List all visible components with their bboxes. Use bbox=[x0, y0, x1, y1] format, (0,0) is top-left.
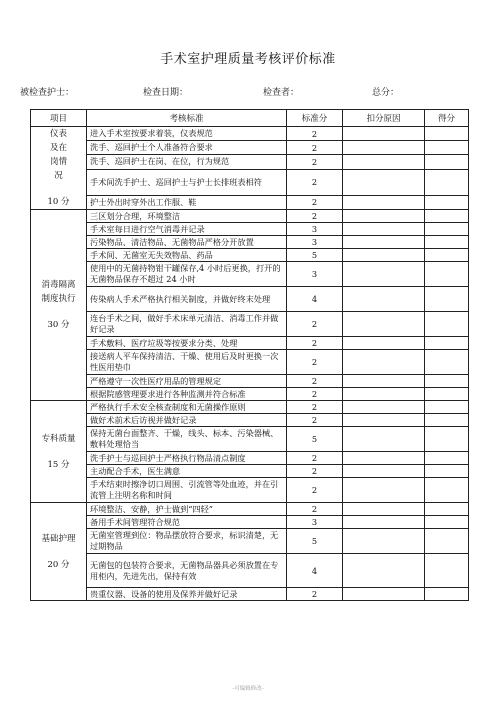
standard-score-cell: 5 bbox=[287, 529, 343, 554]
criterion-cell: 环境整洁、安静，护士做到“四轻” bbox=[87, 503, 287, 516]
document-title: 手术室护理质量考核评价标准 bbox=[160, 52, 336, 67]
standard-score-cell: 2 bbox=[287, 478, 343, 503]
inspector-label: 检查者： bbox=[263, 88, 300, 98]
standard-score-cell: 3 bbox=[287, 223, 343, 236]
table-row bbox=[31, 401, 469, 414]
standard-score-cell: 2 bbox=[287, 414, 343, 427]
section-name-cell bbox=[31, 210, 87, 401]
score-obtained-cell[interactable] bbox=[425, 452, 469, 465]
criterion-cell: 备用手术间管理符合规范 bbox=[87, 516, 287, 529]
criterion-cell: 三区划分合理，环境整洁 bbox=[87, 210, 287, 223]
deduction-reason-cell[interactable] bbox=[343, 195, 425, 209]
nurse-label: 被检查护士： bbox=[20, 88, 75, 98]
criterion-cell: 传染病人手术严格执行相关制度，并做好终末处理 bbox=[87, 287, 287, 312]
criterion-cell: 接送病人平车保持清洁、干燥、使用后及时更换一次性医用垫巾 bbox=[87, 350, 287, 375]
criterion-cell: 手术间洗手护士、巡回护士与护士长排班表相符 bbox=[87, 169, 287, 195]
score-obtained-cell[interactable] bbox=[425, 127, 469, 141]
standard-score-cell: 2 bbox=[287, 337, 343, 350]
section-name-cell bbox=[31, 503, 87, 601]
standard-score-cell: 5 bbox=[287, 427, 343, 452]
section-name-line: 专科质量 bbox=[41, 433, 76, 444]
header-cell: 考核标准 bbox=[87, 110, 287, 127]
deduction-reason-cell[interactable] bbox=[343, 287, 425, 312]
score-obtained-cell[interactable] bbox=[425, 236, 469, 249]
deduction-reason-cell[interactable] bbox=[343, 155, 425, 169]
deduction-reason-cell[interactable] bbox=[343, 337, 425, 350]
score-obtained-cell[interactable] bbox=[425, 503, 469, 516]
standard-score-cell: 5 bbox=[287, 249, 343, 262]
deduction-reason-cell[interactable] bbox=[343, 452, 425, 465]
score-obtained-cell[interactable] bbox=[425, 223, 469, 236]
criterion-cell: 无菌室管理到位：物品摆放符合要求，标识清楚，无过期物品 bbox=[87, 529, 287, 554]
table-header-row bbox=[31, 110, 469, 127]
section-name-line: 及在 bbox=[49, 143, 67, 153]
criterion-cell: 护士外出时穿外出工作服、鞋 bbox=[87, 195, 287, 209]
score-obtained-cell[interactable] bbox=[425, 478, 469, 503]
deduction-reason-cell[interactable] bbox=[343, 375, 425, 388]
table-row bbox=[31, 414, 469, 427]
score-obtained-cell[interactable] bbox=[425, 401, 469, 414]
score-obtained-cell[interactable] bbox=[425, 588, 469, 601]
deduction-reason-cell[interactable] bbox=[343, 223, 425, 236]
score-obtained-cell[interactable] bbox=[425, 287, 469, 312]
deduction-reason-cell[interactable] bbox=[343, 554, 425, 588]
deduction-reason-cell[interactable] bbox=[343, 312, 425, 337]
deduction-reason-cell[interactable] bbox=[343, 210, 425, 223]
score-obtained-cell[interactable] bbox=[425, 427, 469, 452]
standard-score-cell: 2 bbox=[287, 465, 343, 478]
table-row bbox=[31, 249, 469, 262]
section-name-line: 岗情 bbox=[49, 157, 67, 167]
score-obtained-cell[interactable] bbox=[425, 249, 469, 262]
standard-score-cell: 2 bbox=[287, 388, 343, 401]
score-obtained-cell[interactable] bbox=[425, 262, 469, 287]
deduction-reason-cell[interactable] bbox=[343, 503, 425, 516]
header-cell: 标准分 bbox=[287, 110, 343, 127]
table-row bbox=[31, 554, 469, 588]
section-points: 10 分 bbox=[47, 197, 70, 207]
criterion-cell: 连台手术之间，做好手术床单元清洁、消毒工作并做好记录 bbox=[87, 312, 287, 337]
score-obtained-cell[interactable] bbox=[425, 195, 469, 209]
standard-score-cell: 3 bbox=[287, 262, 343, 287]
criterion-cell: 手术室每日进行空气消毒并记录 bbox=[87, 223, 287, 236]
standard-score-cell: 2 bbox=[287, 375, 343, 388]
criterion-cell: 根据院感管理要求进行各种监测并符合标准 bbox=[87, 388, 287, 401]
criterion-cell: 贵重仪器、设备的使用及保养并做好记录 bbox=[87, 588, 287, 601]
table-row bbox=[31, 195, 469, 209]
table-body bbox=[31, 127, 469, 601]
table-row bbox=[31, 588, 469, 601]
table-row bbox=[31, 503, 469, 516]
table-row bbox=[31, 236, 469, 249]
deduction-reason-cell[interactable] bbox=[343, 588, 425, 601]
standard-score-cell: 2 bbox=[287, 155, 343, 169]
standard-score-cell: 2 bbox=[287, 169, 343, 195]
table-row bbox=[31, 141, 469, 155]
score-obtained-cell[interactable] bbox=[425, 414, 469, 427]
criterion-cell: 进入手术室按要求着装，仪表规范 bbox=[87, 127, 287, 141]
score-obtained-cell[interactable] bbox=[425, 554, 469, 588]
table-row bbox=[31, 350, 469, 375]
score-obtained-cell[interactable] bbox=[425, 337, 469, 350]
section-points: 30 分 bbox=[47, 320, 70, 330]
header-cell: 项目 bbox=[31, 110, 87, 127]
deduction-reason-cell[interactable] bbox=[343, 169, 425, 195]
standard-score-cell: 2 bbox=[287, 195, 343, 209]
score-obtained-cell[interactable] bbox=[425, 350, 469, 375]
section-name-cell bbox=[31, 401, 87, 503]
table-row bbox=[31, 427, 469, 452]
criterion-cell: 严格遵守一次性医疗用品的管理规定 bbox=[87, 375, 287, 388]
standard-score-cell: 2 bbox=[287, 141, 343, 155]
table-row bbox=[31, 312, 469, 337]
score-obtained-cell[interactable] bbox=[425, 529, 469, 554]
standard-score-cell: 2 bbox=[287, 588, 343, 601]
criterion-cell: 手术间、无菌室无失效物品、药品 bbox=[87, 249, 287, 262]
deduction-reason-cell[interactable] bbox=[343, 427, 425, 452]
table-row bbox=[31, 478, 469, 503]
deduction-reason-cell[interactable] bbox=[343, 249, 425, 262]
info-line bbox=[0, 85, 496, 99]
table-row bbox=[31, 529, 469, 554]
deduction-reason-cell[interactable] bbox=[343, 516, 425, 529]
standard-score-cell: 2 bbox=[287, 312, 343, 337]
deduction-reason-cell[interactable] bbox=[343, 465, 425, 478]
table-row bbox=[31, 127, 469, 141]
evaluation-table bbox=[30, 109, 469, 601]
deduction-reason-cell[interactable] bbox=[343, 414, 425, 427]
standard-score-cell: 4 bbox=[287, 287, 343, 312]
standard-score-cell: 4 bbox=[287, 554, 343, 588]
table-row bbox=[31, 223, 469, 236]
table-row bbox=[31, 375, 469, 388]
deduction-reason-cell[interactable] bbox=[343, 127, 425, 141]
criterion-cell: 严格执行手术安全核查制度和无菌操作原则 bbox=[87, 401, 287, 414]
standard-score-cell: 2 bbox=[287, 503, 343, 516]
table-row bbox=[31, 155, 469, 169]
section-name-line: 况 bbox=[54, 171, 63, 181]
date-label: 检查日期： bbox=[143, 88, 189, 98]
section-name-line: 基础护理 bbox=[41, 533, 76, 544]
footer-note: -可编辑修改- bbox=[232, 686, 264, 692]
criterion-cell: 保持无菌台面整齐、干燥，线头、标本、污染器械、敷料处理恰当 bbox=[87, 427, 287, 452]
score-obtained-cell[interactable] bbox=[425, 210, 469, 223]
table-row bbox=[31, 388, 469, 401]
section-name-line: 制度执行 bbox=[41, 294, 76, 304]
section-name-line: 仪表 bbox=[49, 129, 67, 139]
score-obtained-cell[interactable] bbox=[425, 312, 469, 337]
total-label: 总分： bbox=[372, 88, 400, 98]
table-row bbox=[31, 337, 469, 350]
criterion-cell: 洗手护士与巡回护士严格执行物品清点制度 bbox=[87, 452, 287, 465]
table-row bbox=[31, 516, 469, 529]
section-points: 15 分 bbox=[47, 459, 70, 470]
score-obtained-cell[interactable] bbox=[425, 516, 469, 529]
criterion-cell: 主动配合手术，医生满意 bbox=[87, 465, 287, 478]
score-obtained-cell[interactable] bbox=[425, 375, 469, 388]
criterion-cell: 洗手、巡回护士个人准备符合要求 bbox=[87, 141, 287, 155]
table-row bbox=[31, 262, 469, 287]
section-name-line: 消毒隔离 bbox=[41, 280, 76, 290]
table-row bbox=[31, 287, 469, 312]
standard-score-cell: 3 bbox=[287, 236, 343, 249]
deduction-reason-cell[interactable] bbox=[343, 141, 425, 155]
deduction-reason-cell[interactable] bbox=[343, 401, 425, 414]
standard-score-cell: 2 bbox=[287, 401, 343, 414]
deduction-reason-cell[interactable] bbox=[343, 262, 425, 287]
standard-score-cell: 2 bbox=[287, 350, 343, 375]
header-cell: 得分 bbox=[425, 110, 469, 127]
table-row bbox=[31, 465, 469, 478]
criterion-cell: 做好术前术后访视并做好记录 bbox=[87, 414, 287, 427]
standard-score-cell: 2 bbox=[287, 452, 343, 465]
deduction-reason-cell[interactable] bbox=[343, 350, 425, 375]
criterion-cell: 使用中的无菌持物钳干罐保存,4 小时后更换，打开的无菌物品保存不超过 24 小时 bbox=[87, 262, 287, 287]
score-obtained-cell[interactable] bbox=[425, 169, 469, 195]
table-row bbox=[31, 210, 469, 223]
deduction-reason-cell[interactable] bbox=[343, 388, 425, 401]
score-obtained-cell[interactable] bbox=[425, 465, 469, 478]
deduction-reason-cell[interactable] bbox=[343, 529, 425, 554]
score-obtained-cell[interactable] bbox=[425, 388, 469, 401]
table-row bbox=[31, 169, 469, 195]
deduction-reason-cell[interactable] bbox=[343, 236, 425, 249]
score-obtained-cell[interactable] bbox=[425, 155, 469, 169]
criterion-cell: 污染物品、清洁物品、无菌物品严格分开放置 bbox=[87, 236, 287, 249]
section-name-cell bbox=[31, 127, 87, 210]
standard-score-cell: 2 bbox=[287, 127, 343, 141]
criterion-cell: 手术敷料、医疗垃圾等按要求分类、处理 bbox=[87, 337, 287, 350]
score-obtained-cell[interactable] bbox=[425, 141, 469, 155]
criterion-cell: 无菌包的包装符合要求，无菌物品器具必须放置在专用柜内，先进先出，保持有效 bbox=[87, 554, 287, 588]
deduction-reason-cell[interactable] bbox=[343, 478, 425, 503]
section-points: 20 分 bbox=[47, 559, 70, 570]
standard-score-cell: 2 bbox=[287, 210, 343, 223]
criterion-cell: 手术结束时擦净切口周围、引流管等处血迹，并在引流管上注明名称和时间 bbox=[87, 478, 287, 503]
standard-score-cell: 3 bbox=[287, 516, 343, 529]
table-row bbox=[31, 452, 469, 465]
criterion-cell: 洗手、巡回护士在岗、在位，行为规范 bbox=[87, 155, 287, 169]
header-cell: 扣分原因 bbox=[343, 110, 425, 127]
